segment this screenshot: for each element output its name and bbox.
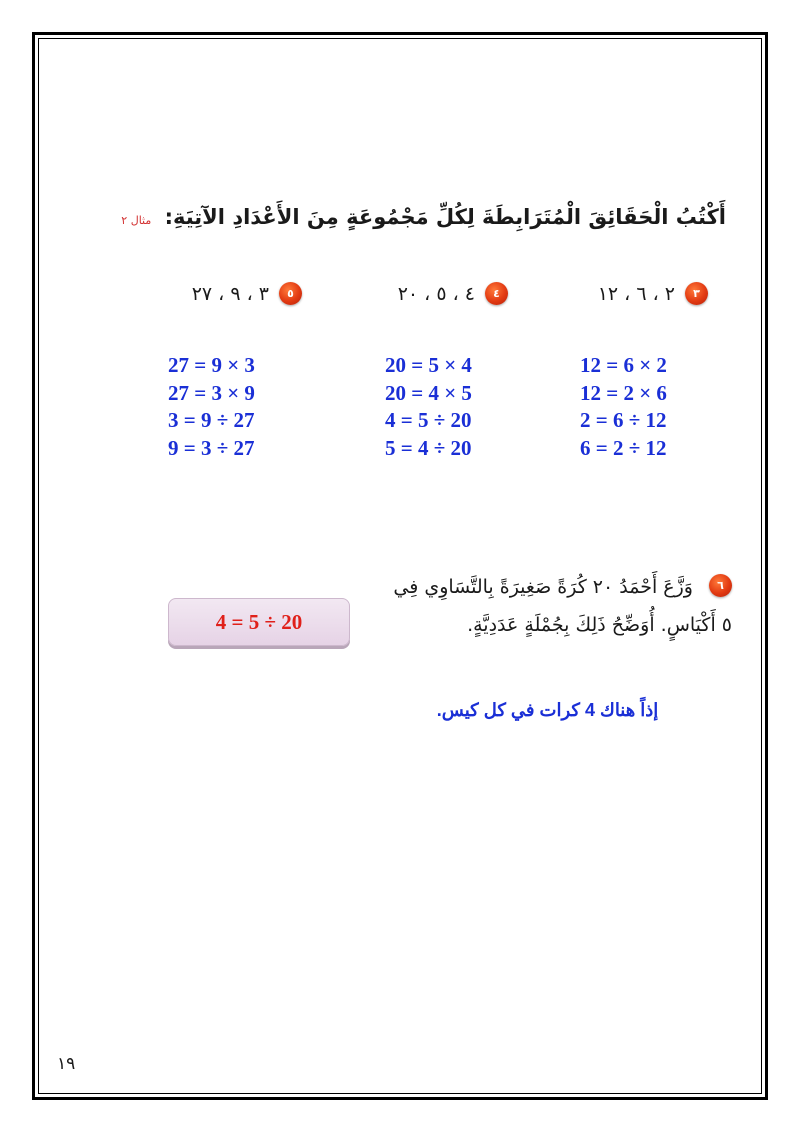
problem-6-badge: ٦ [709, 574, 732, 597]
fact-line: 27 = 9 × 3 [168, 353, 255, 377]
fact-line: 6 = 2 ÷ 12 [580, 435, 667, 460]
fact-line: 3 = 9 ÷ 27 [168, 408, 255, 432]
problem-3-badge: ٣ [685, 282, 708, 305]
answer-box [168, 598, 350, 646]
answer-conclusion: إذاً هناك 4 كرات في كل كيس. [436, 700, 659, 720]
problem-4-numbers: ٤ ، ٥ ، ٢٠ [397, 282, 475, 305]
problem-5-header [192, 282, 302, 305]
fact-line: 2 = 6 ÷ 12 [580, 408, 667, 432]
page-border-inner [38, 38, 762, 1094]
problem-4-badge: ٤ [485, 282, 508, 305]
word-problem-line-2: ٥ أَكْيَاسٍ. أُوَضِّحُ ذَلِكَ بِجُمْلَةٍ عَدَدِيَّةٍ. [467, 614, 732, 636]
word-problem-line-1 [372, 568, 732, 606]
problem-5-badge: ٥ [279, 282, 302, 305]
example-reference: مثال ٢ [121, 214, 152, 227]
problem-5-numbers: ٣ ، ٩ ، ٢٧ [191, 282, 269, 305]
problem-3-numbers: ٢ ، ٦ ، ١٢ [597, 282, 675, 305]
fact-line: 12 = 6 × 2 [580, 353, 667, 377]
fact-line: 20 = 5 × 4 [385, 353, 472, 377]
problem-4-header [398, 282, 508, 305]
problem-3-header [598, 282, 708, 305]
word-problem-6 [372, 568, 732, 644]
fact-line: 12 = 2 × 6 [580, 380, 667, 405]
instruction-text: أَكْتُبُ الْحَقَائِقَ الْمُتَرَابِطَةَ لِكُلِّ مَجْمُوعَةٍ مِنَ الأَعْدَادِ الآتِيَةِ: [164, 205, 726, 229]
problem-4-facts [385, 352, 535, 462]
problem-5-facts [168, 352, 318, 462]
fact-line: 4 = 5 ÷ 20 [385, 408, 472, 432]
fact-line: 9 = 3 ÷ 27 [168, 435, 255, 460]
problem-3-facts [580, 352, 730, 462]
fact-line: 27 = 3 × 9 [168, 380, 255, 405]
exercise-instruction [121, 205, 726, 229]
page-number: ١٩ [57, 1054, 76, 1074]
fact-line: 5 = 4 ÷ 20 [385, 435, 472, 460]
answer-equation: 4 = 5 ÷ 20 [215, 609, 303, 634]
word-problem-text-1: وَزَّعَ أَحْمَدُ ٢٠ كُرَةً صَغِيرَةً بِالتَّسَاوِي فِي [393, 576, 693, 598]
fact-line: 20 = 4 × 5 [385, 380, 472, 405]
